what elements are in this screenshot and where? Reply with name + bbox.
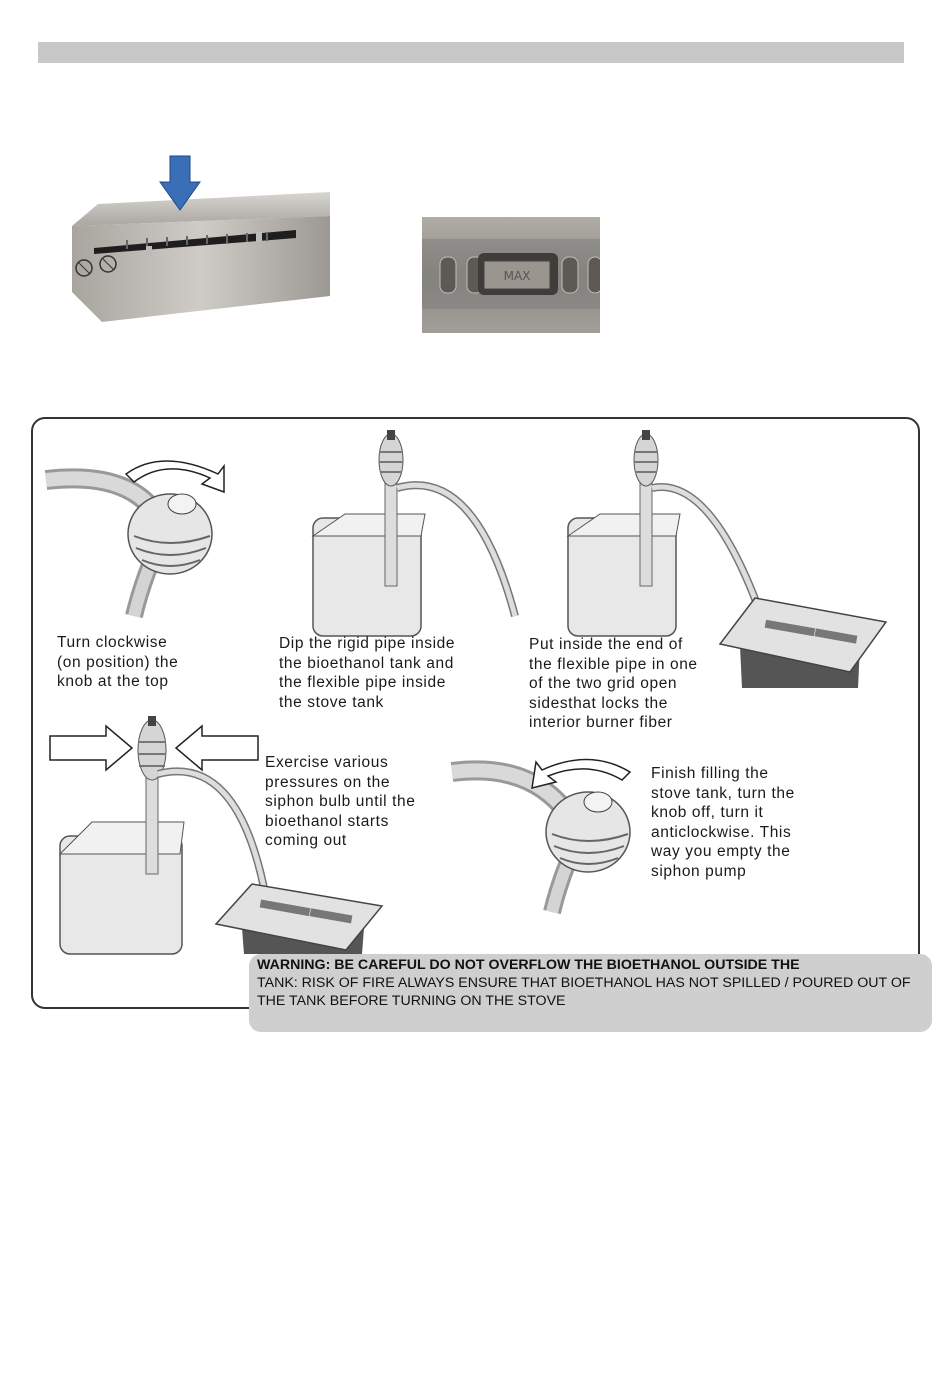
step-4-text: Exercise various pressures on the siphon bulb until the bioethanol starts coming out xyxy=(265,754,416,850)
step-5-text: Finish filling the stove tank, turn the knob off, turn it anticlockwise. This way you empty the siphon pump xyxy=(651,765,795,880)
warning-text: TANK: RISK OF FIRE ALWAYS ENSURE THAT BIOETHANOL HAS NOT SPILLED / POURED OUT OF THE TANK BEFORE TURNING ON THE STOVE xyxy=(257,975,911,1009)
warning-box xyxy=(249,954,932,1032)
rotate-anticlockwise-icon xyxy=(532,759,630,788)
max-level-photo xyxy=(422,217,600,333)
max-label: MAX xyxy=(503,269,531,283)
arrow-right-icon xyxy=(50,726,132,770)
knob-clockwise-illustration xyxy=(42,440,232,620)
step-3-text: Put inside the end of the flexible pipe in one of the two grid open sidesthat locks the interior burner fiber xyxy=(529,636,698,732)
warning-label: WARNING: BE CAREFUL DO NOT OVERFLOW THE BIOETHANOL OUTSIDE THE xyxy=(257,957,800,973)
step-1-text: Turn clockwise (on position) the knob at the top xyxy=(57,634,179,691)
burner-photo xyxy=(66,150,346,328)
tank-dip-illustration xyxy=(305,426,530,641)
arrow-left-icon xyxy=(176,726,258,770)
step-2-text: Dip the rigid pipe inside the bioethanol tank and the flexible pipe inside the stove tank xyxy=(279,635,456,711)
header-bar xyxy=(38,42,904,63)
knob-anticlockwise-illustration xyxy=(450,742,650,914)
